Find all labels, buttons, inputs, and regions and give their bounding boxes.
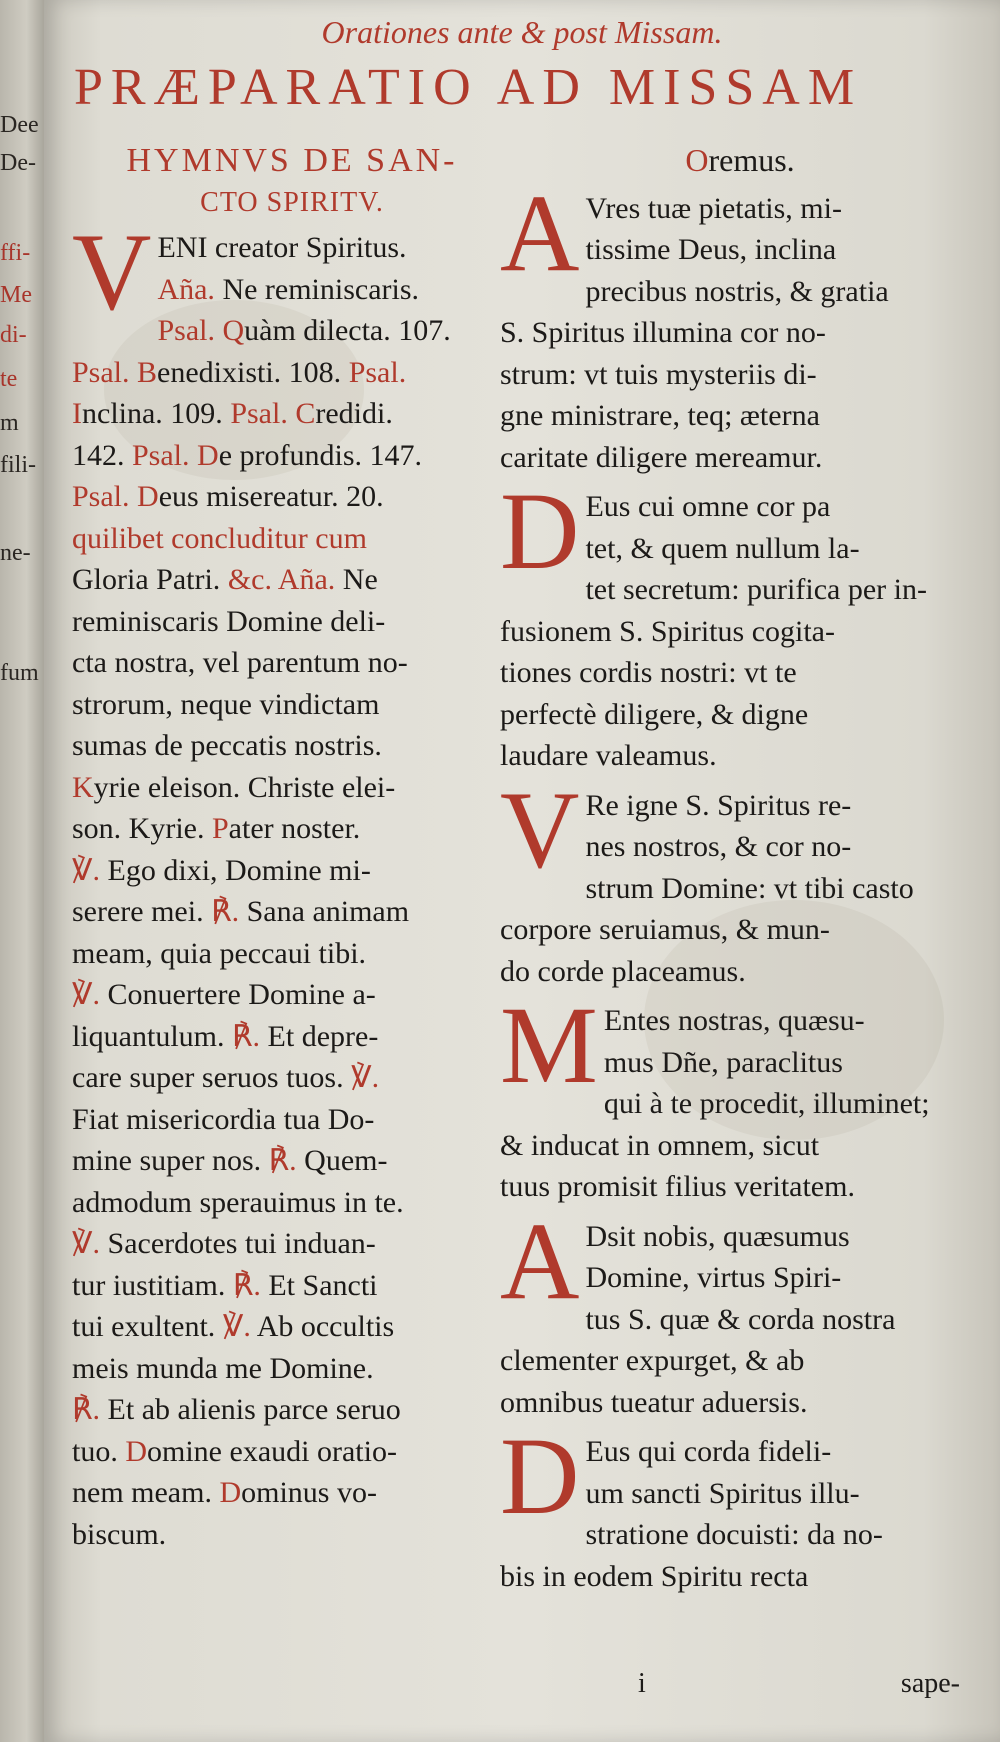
- signature-mark: i: [638, 1668, 646, 1699]
- text-line: [72, 352, 512, 394]
- text-line: clementer expurget, & ab: [500, 1344, 805, 1377]
- rubric-text: D: [197, 438, 219, 472]
- line-text: cta nostra, vel parentum no-: [72, 646, 408, 679]
- text-line: Domine, virtus Spiri-: [585, 1261, 842, 1294]
- edge-fragment: di-: [0, 322, 27, 348]
- rubric-text: ℣.: [351, 1061, 380, 1094]
- text-line: [72, 1265, 512, 1307]
- line-text: nclina. 109.: [82, 397, 231, 430]
- text-line: [72, 684, 512, 726]
- rubric-text: D: [219, 1476, 242, 1509]
- line-text: redidi.: [315, 397, 393, 430]
- text-line: um sancti Spiritus illu-: [585, 1476, 860, 1510]
- rubric-text: C: [295, 397, 316, 430]
- catchword: sape-: [900, 1668, 960, 1699]
- drop-capital: A: [500, 1199, 580, 1322]
- prayer-paragraph: [500, 1415, 980, 1597]
- text-line: [157, 227, 512, 269]
- rubric-text: ℟.: [72, 1393, 101, 1426]
- line-text: biscum.: [72, 1517, 167, 1551]
- drop-capital: V: [72, 211, 152, 333]
- rubric-text: I: [72, 397, 82, 430]
- text-line: Vres tuæ pietatis, mi-: [585, 191, 842, 225]
- line-text: sumas de peccatis nostris.: [72, 729, 382, 762]
- text-line: [72, 767, 512, 809]
- line-text: 142.: [72, 438, 132, 472]
- line-text: Fiat misericordia tua Do-: [72, 1102, 375, 1136]
- rubric-text: Psal.: [72, 355, 130, 389]
- text-line: corpore seruiamus, & mun-: [500, 913, 830, 946]
- line-text: [130, 356, 138, 389]
- rubric-text: quilibet concluditur cum: [72, 521, 367, 555]
- prayer-paragraph: [500, 1199, 980, 1424]
- text-line: strum: vt tuis mysteriis di-: [500, 357, 817, 391]
- text-line: mus Dñe, paraclitus: [603, 1045, 843, 1079]
- line-text: Conuertere Domine a-: [100, 978, 376, 1011]
- rubric-text: ℟.: [232, 1019, 261, 1053]
- line-text: Ne: [335, 563, 378, 596]
- edge-fragment: Me: [0, 282, 32, 308]
- line-text: meam, quia peccaui tibi.: [72, 936, 367, 970]
- oremus-heading: Oremus.: [685, 142, 795, 178]
- text-line: strum Domine: vt tibi casto: [585, 871, 914, 905]
- rubric-text: &c. Aña.: [227, 563, 336, 596]
- hymn-heading-continued: CTO SPIRITV.: [200, 186, 384, 218]
- text-line: stratione docuisti: da no-: [585, 1518, 883, 1551]
- line-text: reminiscaris Domine deli-: [72, 604, 386, 638]
- text-line: fusionem S. Spiritus cogita-: [500, 614, 835, 648]
- text-line: [72, 933, 512, 975]
- text-line: [72, 891, 512, 933]
- rubric-text: ℣.: [222, 1310, 251, 1343]
- edge-fragment: De-: [0, 150, 36, 176]
- line-text: [190, 439, 198, 472]
- text-line: [72, 1099, 512, 1141]
- line-text: Sacerdotes tui induan-: [100, 1227, 376, 1260]
- text-line: tiones cordis nostri: vt te: [500, 656, 797, 689]
- rubric-text: D: [137, 480, 159, 513]
- line-text: admodum sperauimus in te.: [72, 1185, 404, 1219]
- rubric-text: B: [137, 355, 158, 389]
- rubric-text: P: [211, 812, 229, 845]
- edge-fragment: fum: [0, 660, 39, 686]
- line-text: ater noster.: [228, 812, 361, 845]
- text-line: [72, 1431, 512, 1473]
- text-line: [72, 559, 512, 601]
- drop-capital: D: [500, 470, 580, 592]
- line-text: meis munda me Domine.: [72, 1351, 374, 1385]
- text-line: [72, 435, 512, 477]
- line-text: care super seruos tuos.: [72, 1061, 352, 1094]
- text-line: [72, 393, 512, 435]
- line-text: ENI creator Spiritus.: [157, 231, 407, 264]
- rubric-text: ℟.: [232, 1268, 261, 1302]
- prayer-paragraph: [500, 768, 980, 993]
- text-line: [72, 1472, 512, 1514]
- rubric-text: D: [125, 1434, 148, 1468]
- text-line: omnibus tueatur aduersis.: [500, 1385, 808, 1419]
- edge-fragment: m: [0, 410, 19, 436]
- rubric-text: ℣.: [72, 1227, 101, 1260]
- text-line: [72, 601, 512, 643]
- line-text: uàm dilecta. 107.: [244, 314, 451, 347]
- hymn-heading: HYMNVS DE SAN-: [126, 142, 458, 179]
- line-text: Et depre-: [260, 1019, 379, 1053]
- rubric-text: K: [72, 770, 94, 804]
- text-line: perfectè diligere, & digne: [500, 697, 809, 731]
- text-line: laudare valeamus.: [500, 739, 717, 772]
- rubric-text: Psal.: [230, 397, 288, 430]
- text-line: [72, 476, 512, 518]
- text-line: Eus cui omne cor pa: [585, 490, 831, 523]
- drop-capital: D: [500, 1415, 580, 1537]
- edge-fragment: te: [0, 366, 18, 392]
- line-text: yrie eleison. Christe elei-: [93, 770, 396, 804]
- edge-fragment: ne-: [0, 540, 31, 566]
- text-line: qui à te procedit, illuminet;: [603, 1087, 930, 1120]
- line-text: liquantulum.: [72, 1019, 232, 1053]
- text-line: S. Spiritus illumina cor no-: [500, 316, 826, 349]
- text-line: tissime Deus, inclina: [585, 233, 837, 266]
- text-line: tuus promisit filius veritatem.: [500, 1170, 855, 1203]
- text-line: [157, 310, 512, 352]
- line-text: Quem-: [296, 1144, 388, 1177]
- right-column: [500, 140, 980, 1605]
- text-line: bis in eodem Spiritu recta: [500, 1559, 809, 1593]
- line-text: tur iustitiam.: [72, 1268, 233, 1302]
- text-line: Dsit nobis, quæsumus: [585, 1219, 850, 1253]
- rubric-text: ℣.: [72, 978, 101, 1011]
- text-line: [72, 1514, 512, 1556]
- rubric-text: ℣.: [72, 853, 101, 887]
- line-text: Et Sancti: [260, 1268, 378, 1302]
- running-head: Orationes ante & post Missam.: [321, 14, 723, 50]
- rubric-text: ℟.: [268, 1144, 297, 1177]
- text-line: [72, 642, 512, 684]
- line-text: Gloria Patri.: [72, 563, 228, 596]
- line-text: ominus vo-: [241, 1476, 377, 1509]
- line-text: son. Kyrie.: [72, 812, 212, 845]
- prayer-paragraph: [500, 171, 980, 479]
- text-line: do corde placeamus.: [500, 954, 746, 988]
- text-line: Re igne S. Spiritus re-: [585, 788, 852, 822]
- prayers: [500, 171, 980, 1598]
- line-text: Ab occultis: [250, 1310, 395, 1343]
- text-line: [72, 1182, 512, 1224]
- text-line: [72, 850, 512, 892]
- rubric-text: Psal.: [72, 480, 130, 513]
- drop-capital: M: [500, 984, 598, 1106]
- line-text: e profundis. 147.: [218, 438, 422, 472]
- edge-fragment: Dee: [0, 112, 39, 138]
- text-line: tus S. quæ & corda nostra: [585, 1302, 896, 1336]
- line-text: mine super nos.: [72, 1144, 269, 1177]
- line-text: Sana animam: [239, 895, 410, 928]
- text-line: [72, 1348, 512, 1390]
- rubric-text: ℟.: [211, 895, 240, 928]
- prayer-paragraph: [500, 984, 980, 1208]
- text-line: [72, 1140, 512, 1182]
- text-line: caritate diligere mereamur.: [500, 440, 823, 474]
- rubric-text: Psal.: [132, 438, 190, 472]
- page-title: PRÆPARATIO AD MISSAM: [74, 59, 863, 116]
- line-text: [130, 480, 138, 513]
- line-text: Ne reminiscaris.: [214, 272, 420, 306]
- line-text: nem meam.: [72, 1476, 220, 1509]
- text-line: [72, 725, 512, 767]
- rubric-text: Psal.: [157, 314, 215, 347]
- rubric-text: Aña.: [157, 272, 215, 306]
- edge-fragment: ffi-: [0, 240, 31, 266]
- text-line: [72, 1057, 512, 1099]
- line-text: serere mei.: [72, 895, 212, 928]
- line-text: eus misereatur. 20.: [158, 480, 384, 513]
- hymn-text: [72, 211, 512, 1555]
- text-line: & inducat in omnem, sicut: [500, 1128, 820, 1162]
- book-page: [44, 0, 1000, 1742]
- drop-capital: V: [500, 768, 580, 891]
- text-line: [72, 518, 512, 560]
- rubric-text: Psal.: [348, 355, 407, 389]
- line-text: Ego dixi, Domine mi-: [100, 853, 371, 887]
- rubric-text: Q: [222, 314, 245, 347]
- line-text: tuo.: [72, 1434, 126, 1468]
- text-line: precibus nostris, & gratia: [585, 274, 889, 308]
- left-column: [72, 140, 512, 1555]
- line-text: omine exaudi oratio-: [147, 1434, 397, 1468]
- text-line: [72, 1016, 512, 1058]
- edge-fragment: fili-: [0, 452, 36, 478]
- text-line: [72, 974, 512, 1016]
- text-line: [157, 269, 512, 311]
- text-line: tet secretum: purifica per in-: [585, 573, 927, 606]
- text-line: [72, 1223, 512, 1265]
- text-line: gne ministrare, teq; æterna: [500, 399, 820, 432]
- text-line: Eus qui corda fideli-: [585, 1435, 832, 1468]
- text-line: [72, 1306, 512, 1348]
- drop-capital: A: [500, 171, 580, 294]
- text-line: tet, & quem nullum la-: [585, 531, 860, 565]
- line-text: enedixisti. 108.: [157, 355, 349, 389]
- line-text: tui exultent.: [72, 1310, 223, 1343]
- text-line: [72, 1389, 512, 1431]
- text-line: nes nostros, & cor no-: [585, 830, 852, 863]
- prayer-paragraph: [500, 470, 980, 777]
- text-line: Entes nostras, quæsu-: [603, 1004, 865, 1037]
- facing-page-edge: [0, 0, 44, 1742]
- line-text: strorum, neque vindictam: [72, 687, 380, 721]
- text-line: [72, 808, 512, 850]
- line-text: Et ab alienis parce seruo: [100, 1393, 401, 1426]
